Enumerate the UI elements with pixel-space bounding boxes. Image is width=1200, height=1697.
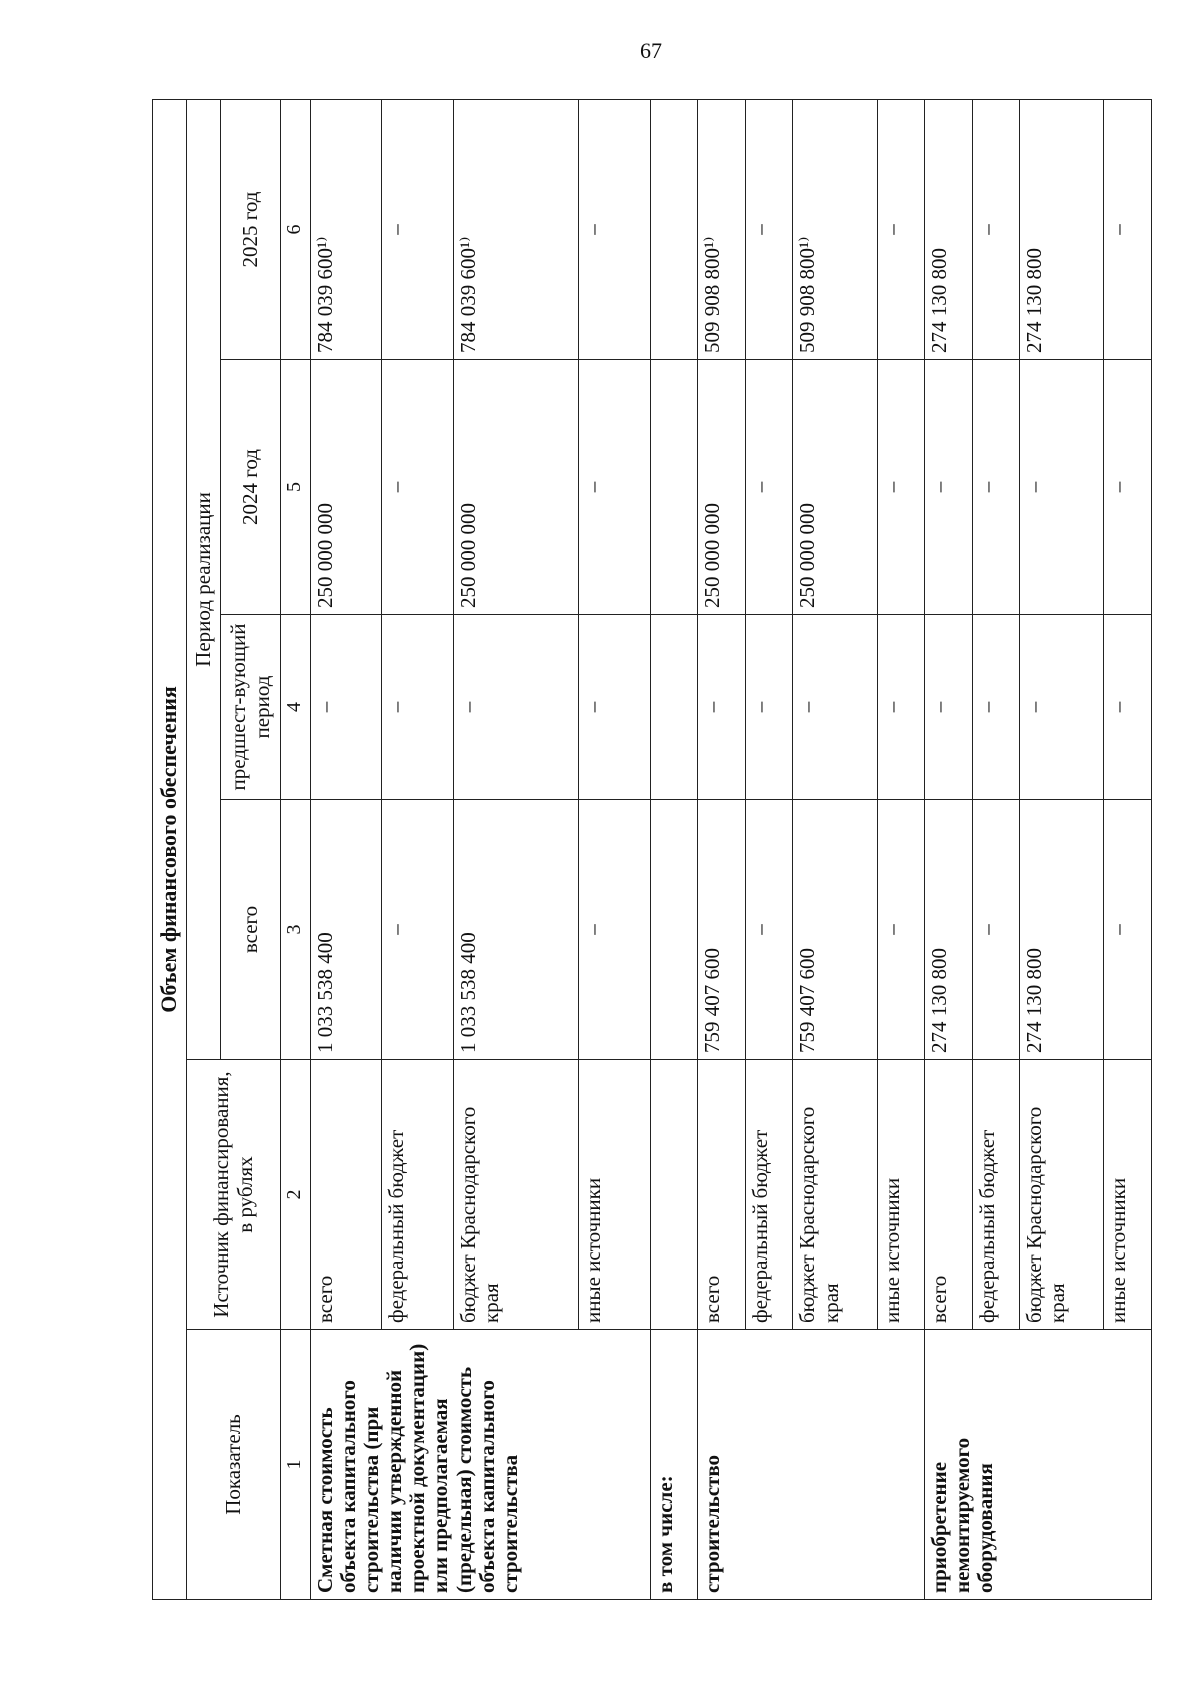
header-source: Источник финансирования, в рублях	[187, 1060, 281, 1330]
source-cell: федеральный бюджет	[745, 1060, 793, 1330]
source-cell: бюджет Краснодарского края	[453, 1060, 579, 1330]
value-cell: 509 908 800¹⁾	[793, 99, 877, 359]
value-cell: –	[382, 800, 453, 1060]
col-number: 6	[281, 99, 311, 359]
value-cell: 274 130 800	[1020, 800, 1104, 1060]
table-title: Объем финансового обеспечения	[153, 99, 187, 1599]
value-cell: –	[1104, 360, 1152, 615]
value-cell: –	[579, 360, 650, 615]
value-cell: 250 000 000	[793, 360, 877, 615]
source-cell: федеральный бюджет	[972, 1060, 1020, 1330]
value-cell: 759 407 600	[698, 800, 746, 1060]
value-cell: –	[579, 99, 650, 359]
empty-cell	[650, 360, 698, 615]
indicator-cell: приобретение немонтируемого оборудования	[925, 1330, 1152, 1600]
source-cell: федеральный бюджет	[382, 1060, 453, 1330]
value-cell: –	[972, 99, 1020, 359]
col-number: 3	[281, 800, 311, 1060]
value-cell: 1 033 538 400	[453, 800, 579, 1060]
value-cell: –	[1104, 615, 1152, 800]
indicator-cell: в том числе:	[650, 1330, 698, 1600]
header-total: всего	[221, 800, 281, 1060]
value-cell: –	[1020, 615, 1104, 800]
value-cell: –	[972, 615, 1020, 800]
empty-cell	[650, 615, 698, 800]
value-cell: –	[745, 360, 793, 615]
header-indicator: Показатель	[187, 1330, 281, 1600]
value-cell: –	[579, 615, 650, 800]
col-number: 4	[281, 615, 311, 800]
value-cell: –	[793, 615, 877, 800]
source-cell: всего	[925, 1060, 973, 1330]
value-cell: –	[925, 615, 973, 800]
value-cell: 274 130 800	[925, 99, 973, 359]
value-cell: –	[745, 615, 793, 800]
value-cell: 274 130 800	[1020, 99, 1104, 359]
value-cell: –	[877, 615, 925, 800]
col-number: 1	[281, 1330, 311, 1600]
value-cell: –	[453, 615, 579, 800]
source-cell: бюджет Краснодарского края	[1020, 1060, 1104, 1330]
value-cell: 250 000 000	[453, 360, 579, 615]
value-cell: 509 908 800¹⁾	[698, 99, 746, 359]
value-cell: –	[382, 360, 453, 615]
value-cell: –	[745, 800, 793, 1060]
header-period: Период реализации	[187, 99, 221, 1059]
rotated-table-container	[152, 100, 1152, 1600]
value-cell: –	[877, 800, 925, 1060]
col-number: 5	[281, 360, 311, 615]
empty-cell	[650, 99, 698, 359]
indicator-cell: Сметная стоимость объекта капитального строительства (при наличии утвержденной проектной документации) или предполагаемая (предельная) стоимость объекта капитального строительства	[311, 1330, 651, 1600]
source-cell: иные источники	[877, 1060, 925, 1330]
empty-cell	[650, 800, 698, 1060]
value-cell: 784 039 600¹⁾	[311, 99, 382, 359]
value-cell: –	[382, 99, 453, 359]
value-cell: –	[1104, 99, 1152, 359]
value-cell: –	[382, 615, 453, 800]
source-cell: иные источники	[579, 1060, 650, 1330]
empty-cell	[650, 1060, 698, 1330]
value-cell: –	[972, 800, 1020, 1060]
value-cell: –	[311, 615, 382, 800]
value-cell: –	[877, 99, 925, 359]
value-cell: 250 000 000	[311, 360, 382, 615]
source-cell: всего	[698, 1060, 746, 1330]
value-cell: –	[877, 360, 925, 615]
value-cell: 784 039 600¹⁾	[453, 99, 579, 359]
value-cell: –	[925, 360, 973, 615]
value-cell: –	[745, 99, 793, 359]
source-cell: иные источники	[1104, 1060, 1152, 1330]
col-number: 2	[281, 1060, 311, 1330]
value-cell: –	[1020, 360, 1104, 615]
value-cell: –	[972, 360, 1020, 615]
indicator-cell: строительство	[698, 1330, 925, 1600]
page-number: 67	[640, 38, 662, 63]
header-prev-period: предшест-вующий период	[221, 615, 281, 800]
value-cell: 1 033 538 400	[311, 800, 382, 1060]
value-cell: 759 407 600	[793, 800, 877, 1060]
value-cell: –	[579, 800, 650, 1060]
value-cell: 274 130 800	[925, 800, 973, 1060]
header-2024: 2024 год	[221, 360, 281, 615]
source-cell: всего	[311, 1060, 382, 1330]
header-2025: 2025 год	[221, 99, 281, 359]
source-cell: бюджет Краснодарского края	[793, 1060, 877, 1330]
financing-table	[152, 99, 1152, 1600]
value-cell: 250 000 000	[698, 360, 746, 615]
value-cell: –	[1104, 800, 1152, 1060]
value-cell: –	[698, 615, 746, 800]
